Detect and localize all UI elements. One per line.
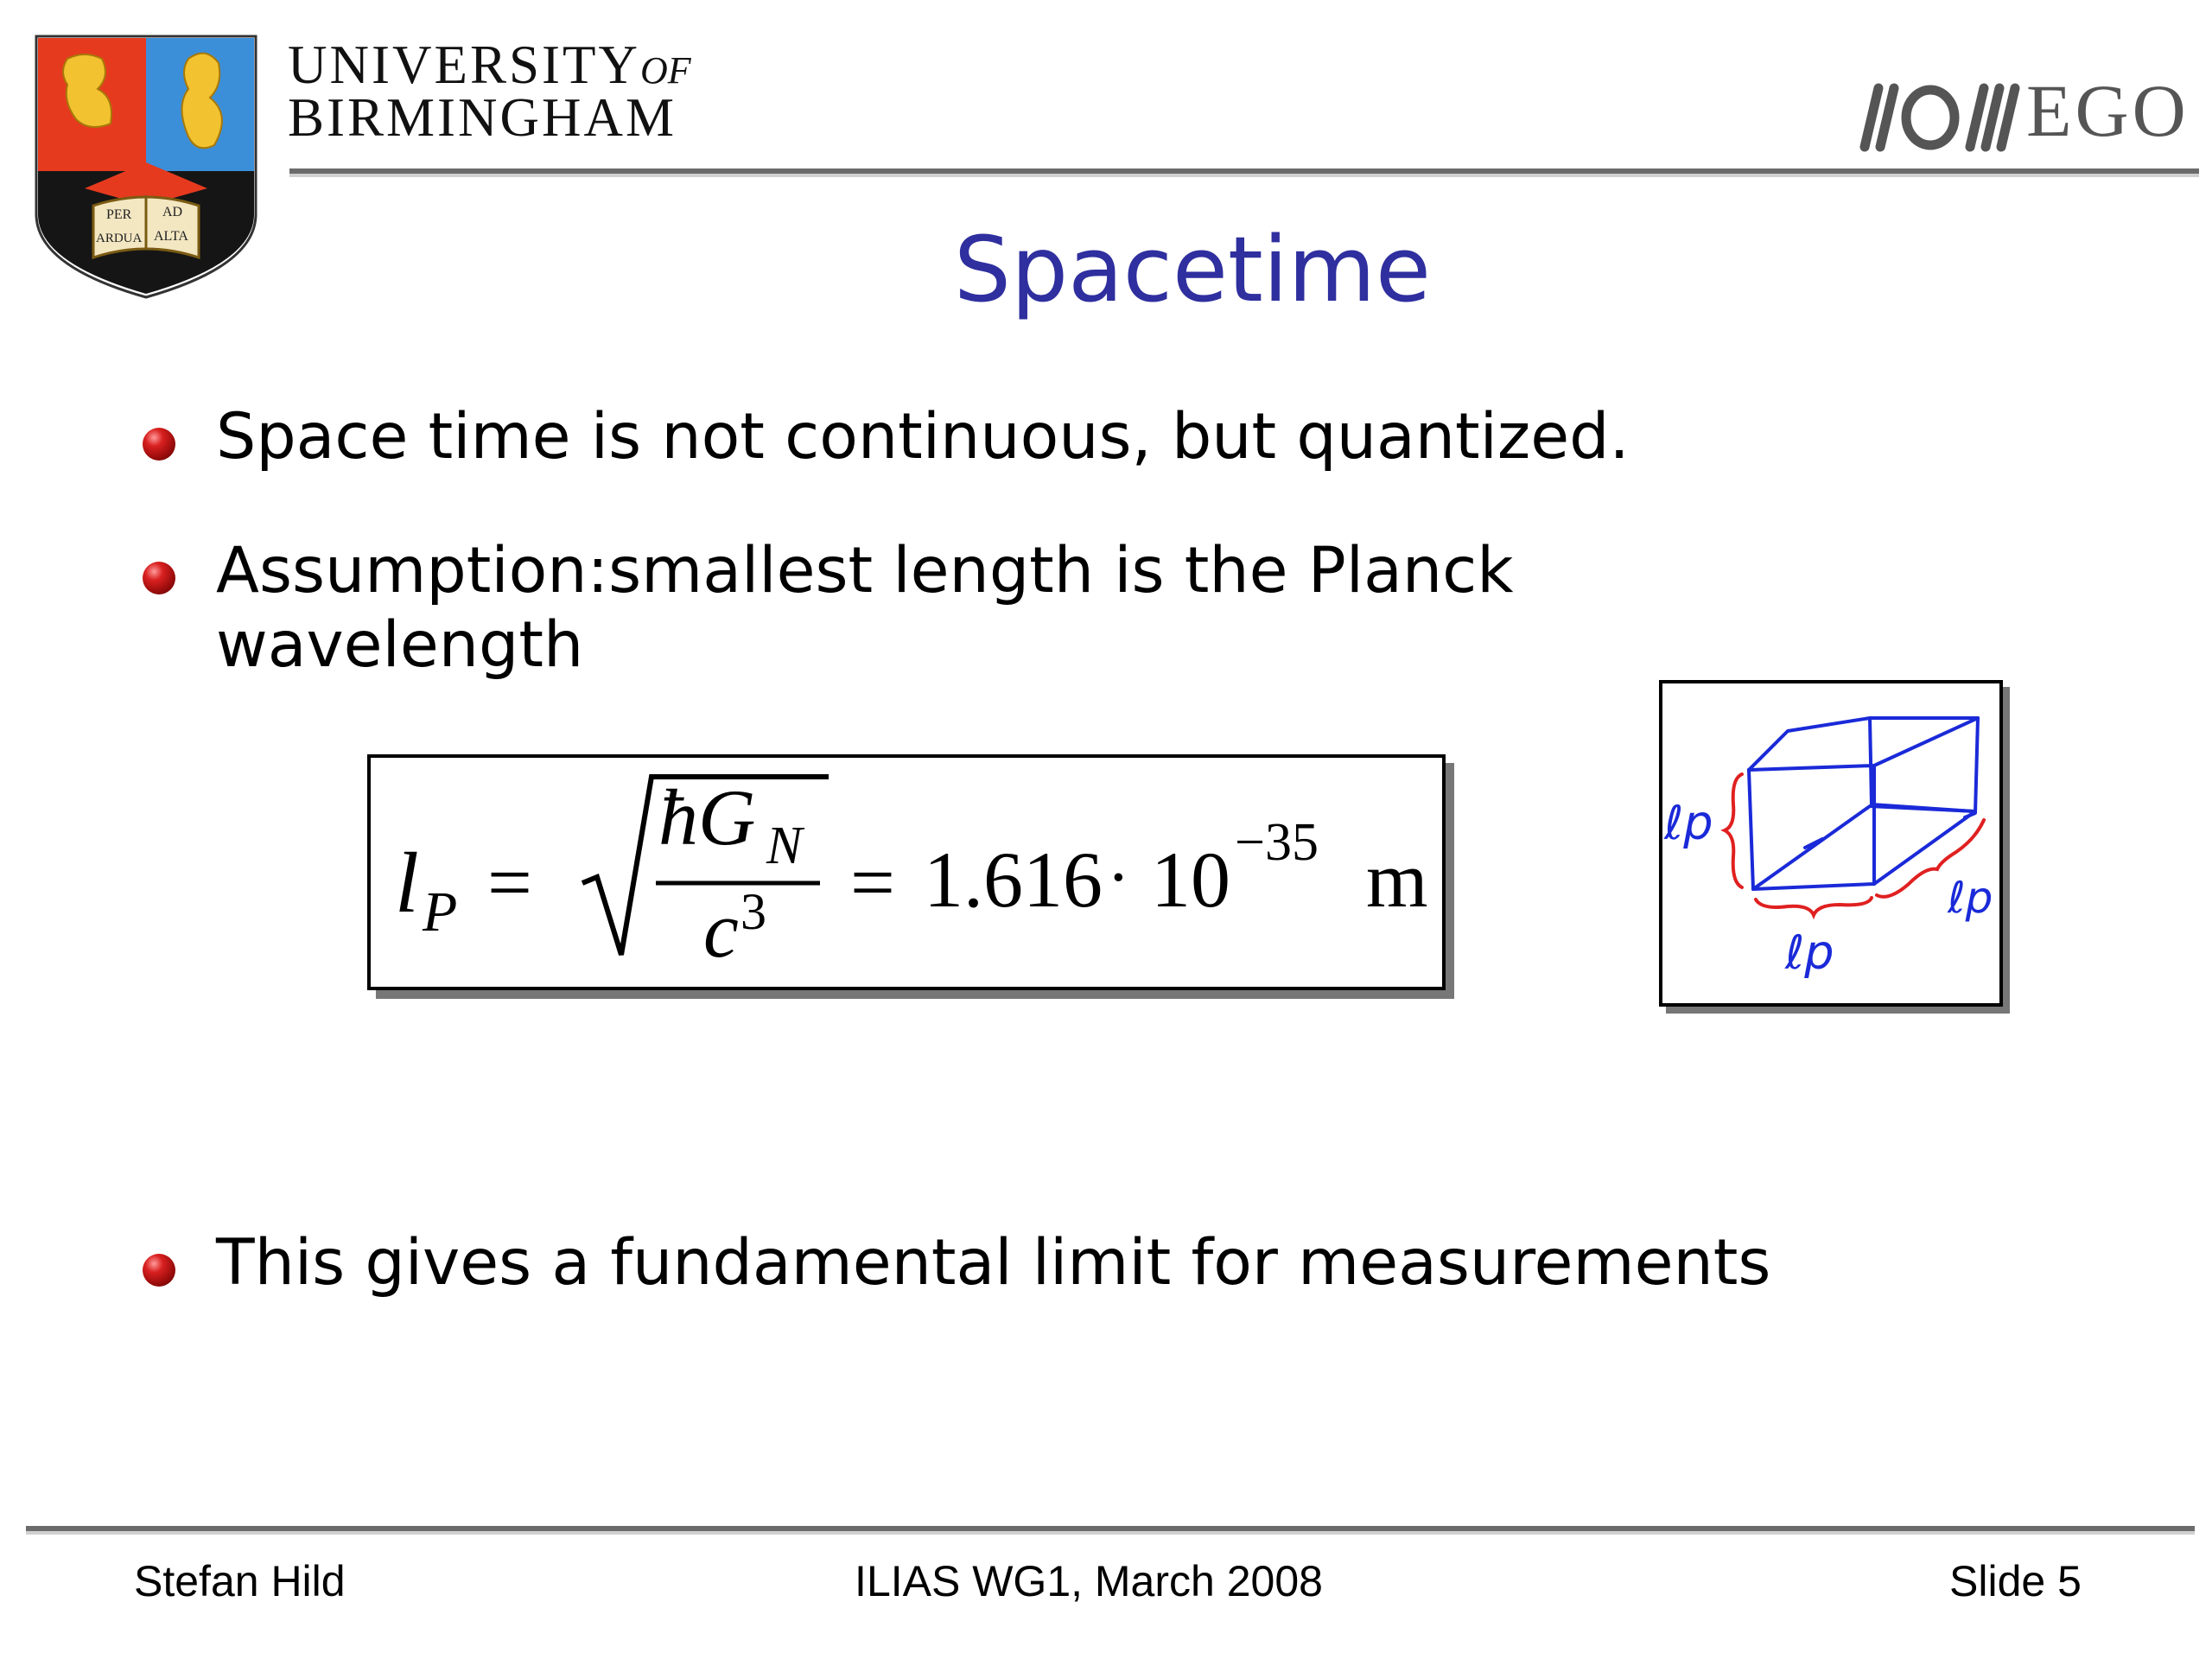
slide-title: Spacetime xyxy=(954,217,1431,322)
formula-mantissa: 1.616 xyxy=(924,836,1103,924)
footer-divider xyxy=(26,1526,2195,1531)
formula-lhs: l xyxy=(395,835,419,931)
bullet-2 xyxy=(216,534,1514,683)
bullet-icon xyxy=(143,1254,175,1287)
ego-label: EGO xyxy=(2026,69,2190,152)
bullet-icon xyxy=(143,428,175,461)
footer-slide-number: Slide 5 xyxy=(1949,1557,2082,1605)
formula-numerator: ħG xyxy=(658,773,756,861)
cube-label-right: ℓp xyxy=(1948,873,1993,923)
crest-motto-alta: ALTA xyxy=(154,229,188,244)
footer-event: ILIAS WG1, March 2008 xyxy=(855,1557,1323,1605)
planck-length-formula xyxy=(371,758,1442,987)
formula-unit: m xyxy=(1366,836,1428,924)
footer-author: Stefan Hild xyxy=(134,1557,346,1605)
bullet-2-line-2: wavelength xyxy=(216,608,584,682)
bullet-1: Space time is not continuous, but quantized. xyxy=(216,400,1630,474)
university-name-line2: BIRMINGHAM xyxy=(288,87,677,148)
bullet-icon xyxy=(143,562,175,594)
bullet-2-line-1: Assumption:smallest length is the Planck xyxy=(216,534,1514,607)
crest-motto-ardua: ARDUA xyxy=(96,232,143,245)
cube-diagram xyxy=(1662,683,1999,1003)
formula-numerator-subscript: N xyxy=(766,817,803,875)
planck-cube-sketch xyxy=(1659,680,2003,1007)
cube-label-bottom: ℓp xyxy=(1785,925,1834,980)
planck-length-formula-box xyxy=(367,754,1446,990)
formula-dot: · xyxy=(1107,840,1130,916)
crest-motto-ad: AD xyxy=(162,205,183,219)
formula-denominator: c xyxy=(703,886,739,974)
university-word: UNIVERSITY xyxy=(288,35,640,95)
formula-equals-2: = xyxy=(850,838,895,926)
formula-equals-1: = xyxy=(487,838,532,926)
formula-base: 10 xyxy=(1151,836,1230,924)
header-divider xyxy=(289,168,2199,174)
cube-label-left: ℓp xyxy=(1664,796,1713,850)
formula-lhs-subscript: P xyxy=(423,880,458,944)
bullet-3: This gives a fundamental limit for measurements xyxy=(216,1226,1771,1300)
formula-exponent: −35 xyxy=(1235,813,1319,872)
university-name-line1 xyxy=(288,35,691,95)
formula-denominator-superscript: 3 xyxy=(741,883,766,940)
university-of: OF xyxy=(639,49,691,92)
crest-motto-per: PER xyxy=(106,207,132,222)
